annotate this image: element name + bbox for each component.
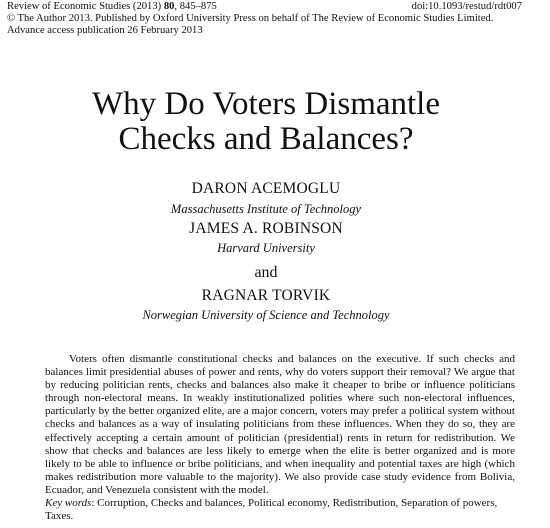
author-name-2: JAMES A. ROBINSON [189,220,343,237]
author-affiliation-3: Norwegian University of Science and Technology [142,308,390,322]
abstract-text: Voters often dismantle constitutional checks and balances on the executive. If such checks and balances limit presidential abuses of power and rents, why do voters support their removal? We argue that by reducing politician rents, checks and balances also make it cheaper to bribe or influence politicians through non-electoral means. In weakly institutionalized polities where such non-electoral influences, particularly by the better organized elite, are a major concern, voters may prefer a political system without checks and balances as a way of insulating politicians from these influences. When they do so, they are effectively accepting a certain amount of politician (presidential) rents in return for redistribution. We show that checks and balances are less likely to emerge when the elite is better organized and is more likely to be able to influence or bribe politicians, and when inequality and potential taxes are high (which makes redistribution more valuable to the majority). We also provide case study evidence from Bolivia, Ecuador, and Venezuela consistent with the model. [45,353,515,496]
title-line-2: Checks and Balances? [118,121,414,157]
author-name-1: DARON ACEMOGLU [191,180,341,197]
author-conjunction: and [254,264,278,281]
journal-pages: , 845–875 [174,1,217,12]
keywords-text: : Corruption, Checks and balances, Political economy, Redistribution, Separation of powers, Taxes. [45,497,498,523]
author-affiliation-2: Harvard University [217,241,315,255]
author-affiliation-1: Massachusetts Institute of Technology [170,202,362,216]
copyright-line: © The Author 2013. Published by Oxford University Press on behalf of The Review of Economic Studies Limited. [7,13,494,24]
journal-citation [7,1,217,12]
doi-link[interactable]: doi:10.1093/restud/rdt007 [411,1,522,12]
advance-access-line: Advance access publication 26 February 2013 [7,25,203,36]
keywords [45,497,515,523]
abstract [45,353,515,497]
journal-name: Review of Economic Studies (2013) [7,1,164,12]
keywords-label: Key words [45,497,92,509]
author-name-3: RAGNAR TORVIK [201,287,331,304]
journal-volume: 80 [163,1,175,12]
title-line-1: Why Do Voters Dismantle [92,86,440,122]
